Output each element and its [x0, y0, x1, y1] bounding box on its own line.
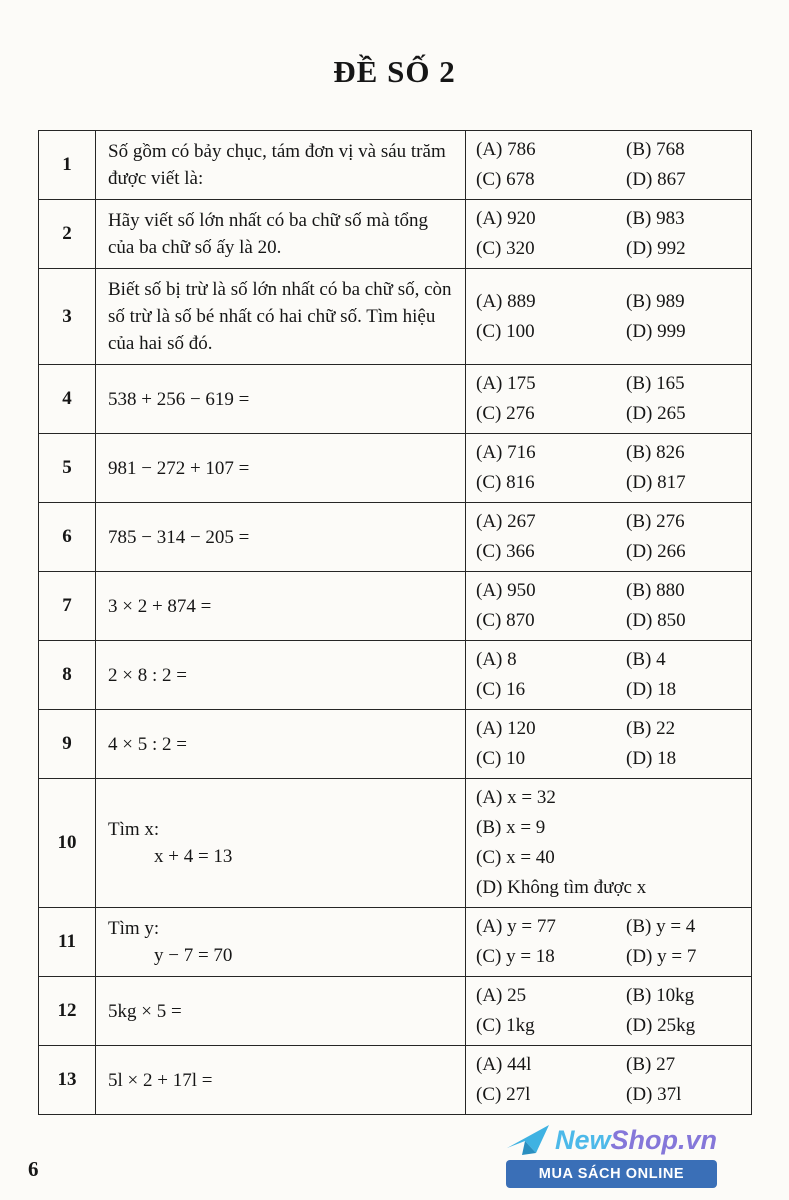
option-d: (D) 25kg: [626, 1015, 696, 1036]
question-row: [39, 641, 752, 710]
question-number: 4: [39, 365, 96, 434]
question-number: 12: [39, 977, 96, 1046]
option-a: (A) 120: [476, 718, 536, 739]
newshop-swoosh-icon: [506, 1124, 550, 1156]
option-b: (B) x = 9: [476, 817, 546, 838]
option-a: (A) 950: [476, 580, 536, 601]
question-row: [39, 779, 752, 908]
question-line: Tìm y:: [108, 918, 160, 939]
option-b: (B) y = 4: [626, 916, 696, 937]
option-b: (B) 768: [626, 139, 685, 160]
option-a: (A) 25: [476, 985, 527, 1006]
answer-options: [466, 200, 752, 269]
option-a: (A) 786: [476, 139, 536, 160]
question-row: [39, 434, 752, 503]
brand-new-text: New: [554, 1124, 611, 1155]
answer-options: [466, 365, 752, 434]
option-d: (D) 867: [626, 169, 686, 190]
option-c: (C) 678: [476, 169, 535, 190]
question-row: [39, 908, 752, 977]
answer-options: [466, 710, 752, 779]
option-c: (C) 870: [476, 610, 535, 631]
option-c: (C) x = 40: [476, 847, 555, 868]
answer-options: [466, 434, 752, 503]
question-number: 2: [39, 200, 96, 269]
question-text: 4 × 5 : 2 =: [96, 710, 466, 779]
question-number: 5: [39, 434, 96, 503]
option-a: (A) 889: [476, 290, 536, 312]
option-d: (D) y = 7: [626, 946, 697, 967]
option-b: (B) 4: [626, 649, 666, 670]
question-number: 1: [39, 131, 96, 200]
question-row: [39, 572, 752, 641]
question-text: Hãy viết số lớn nhất có ba chữ số mà tổng của ba chữ số ấy là 20.: [96, 200, 466, 269]
question-number: 10: [39, 779, 96, 908]
question-text: Biết số bị trừ là số lớn nhất có ba chữ số, còn số trừ là số bé nhất có hai chữ số. Tìm hiệu của hai số đó.: [96, 269, 466, 365]
option-d: (D) 999: [626, 320, 686, 342]
newshop-brand: [554, 1124, 717, 1155]
logo-banner: MUA SÁCH ONLINE: [506, 1160, 717, 1188]
page-number: 6: [28, 1157, 39, 1181]
option-b: (B) 22: [626, 718, 676, 739]
option-a: (A) 175: [476, 373, 536, 394]
question-text: 5kg × 5 =: [96, 977, 466, 1046]
answer-options: [466, 641, 752, 710]
option-c: (C) 100: [476, 320, 535, 342]
option-d: (D) 850: [626, 610, 686, 631]
question-number: 6: [39, 503, 96, 572]
option-a: (A) y = 77: [476, 916, 556, 937]
option-d: (D) 18: [626, 748, 677, 769]
option-c: (C) 1kg: [476, 1015, 535, 1036]
question-text: 3 × 2 + 874 =: [96, 572, 466, 641]
option-a: (A) 44l: [476, 1054, 532, 1075]
question-number: 13: [39, 1046, 96, 1115]
question-text: 785 − 314 − 205 =: [96, 503, 466, 572]
option-d: (D) 18: [626, 679, 677, 700]
option-a: (A) 267: [476, 511, 536, 532]
answer-options: [466, 977, 752, 1046]
answer-options: [466, 1046, 752, 1115]
option-a: (A) 716: [476, 442, 536, 463]
question-row: [39, 503, 752, 572]
question-row: [39, 269, 752, 365]
question-row: [39, 365, 752, 434]
question-row: [39, 977, 752, 1046]
answer-options: [466, 572, 752, 641]
option-a: (A) 920: [476, 208, 536, 229]
question-text: 981 − 272 + 107 =: [96, 434, 466, 503]
question-text: Số gồm có bảy chục, tám đơn vị và sáu trăm được viết là:: [96, 131, 466, 200]
answer-options: [466, 779, 752, 908]
option-c: (C) 276: [476, 403, 535, 424]
brand-shop-text: Shop.vn: [610, 1124, 717, 1155]
question-equation: y − 7 = 70: [154, 945, 233, 966]
question-number: 11: [39, 908, 96, 977]
question-line: Tìm x:: [108, 819, 160, 840]
option-b: (B) 165: [626, 373, 685, 394]
option-d: (D) 992: [626, 238, 686, 259]
newshop-logo: [506, 1124, 717, 1188]
option-d: (D) 266: [626, 541, 686, 562]
option-b: (B) 880: [626, 580, 685, 601]
option-d: (D) 817: [626, 472, 686, 493]
question-row: [39, 200, 752, 269]
option-d: (D) 265: [626, 403, 686, 424]
option-c: (C) 27l: [476, 1084, 531, 1105]
option-c: (C) 366: [476, 541, 535, 562]
question-number: 8: [39, 641, 96, 710]
question-text: 2 × 8 : 2 =: [96, 641, 466, 710]
option-b: (B) 983: [626, 208, 685, 229]
question-number: 3: [39, 269, 96, 365]
answer-options: [466, 269, 752, 365]
question-row: [39, 1046, 752, 1115]
option-b: (B) 826: [626, 442, 685, 463]
question-row: [39, 710, 752, 779]
option-b: (B) 10kg: [626, 985, 695, 1006]
answer-options: [466, 908, 752, 977]
option-b: (B) 27: [626, 1054, 676, 1075]
question-text: [96, 779, 466, 908]
option-d: (D) Không tìm được x: [476, 877, 647, 898]
option-c: (C) 816: [476, 472, 535, 493]
answer-options: [466, 503, 752, 572]
option-c: (C) 320: [476, 238, 535, 259]
option-a: (A) x = 32: [476, 787, 556, 808]
answer-options: [466, 131, 752, 200]
question-equation: x + 4 = 13: [154, 846, 233, 867]
question-text: 5l × 2 + 17l =: [96, 1046, 466, 1115]
question-text: 538 + 256 − 619 =: [96, 365, 466, 434]
question-number: 7: [39, 572, 96, 641]
option-d: (D) 37l: [626, 1084, 682, 1105]
option-b: (B) 276: [626, 511, 685, 532]
question-row: [39, 131, 752, 200]
option-b: (B) 989: [626, 290, 685, 312]
option-a: (A) 8: [476, 649, 517, 670]
option-c: (C) 16: [476, 679, 526, 700]
question-number: 9: [39, 710, 96, 779]
option-c: (C) 10: [476, 748, 526, 769]
questions-table: [38, 130, 752, 1115]
question-text: [96, 908, 466, 977]
page-title: ĐỀ SỐ 2: [333, 54, 456, 89]
option-c: (C) y = 18: [476, 946, 555, 967]
